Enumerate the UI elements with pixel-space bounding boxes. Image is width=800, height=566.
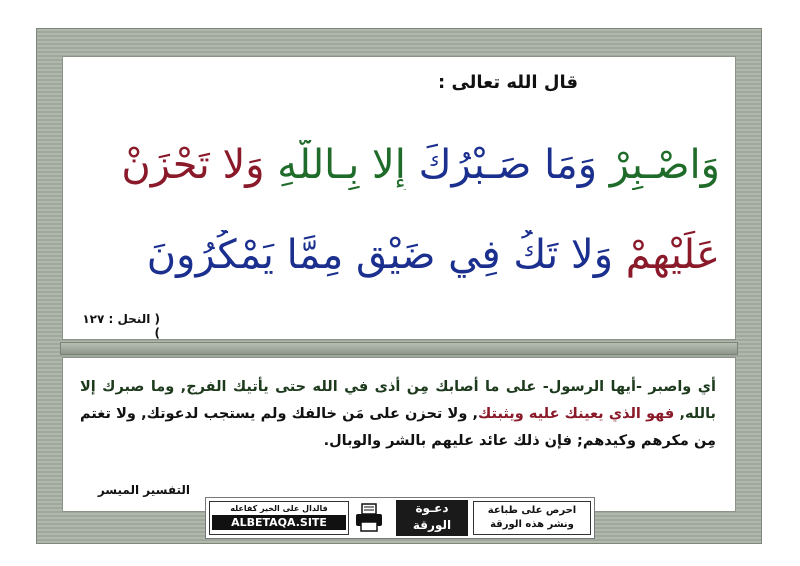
print-note-line: ونشر هذه الورقة [490,519,574,530]
site-link[interactable]: ALBETAQA.SITE [212,515,346,530]
print-note [473,501,591,535]
verse-line-2 [80,230,720,280]
site-box [209,501,349,535]
printer-icon [353,502,385,534]
verse-word: وَاصْـبِرْ [609,142,720,188]
footer-banner [205,497,595,539]
logo-text: دعـوة [415,501,449,515]
verse-word: عَلَيْهِمْ [625,232,720,278]
verse-word: وَمَا صَـبْرُكَ [418,142,610,188]
tafsir-part: , ولا تحزن على مَن خالفك ولم يستجب لدعوتك, ولا تغتم مِن مكرهم وكيدهم; فإن ذلك عائد عليهم بالشر والوبال. [80,406,716,449]
verse-word: وَلا تَحْزَنْ [121,142,278,188]
verse-line-1 [80,140,720,190]
tafsir-source: التفسير الميسر [97,483,190,497]
logo-text: الورقة [412,518,452,532]
tafsir-highlight: فهو الذي يعينك عليه ويثبتك [478,406,675,422]
footer-slogan: فالدال على الخير كفاعله [230,504,328,513]
logo [396,500,468,536]
verse-word: إِلا بِـاللَّهِ [277,142,419,188]
intro-text: قال الله تعالى : [437,72,578,93]
verse-word: وَلا تَكُ فِي ضَيْقٍ مِمَّا يَمْكُرُونَ [146,232,626,278]
panel-divider [60,342,738,355]
print-note-line: احرص على طباعة [487,505,577,516]
tafsir-text [80,374,716,455]
tafsir-part: أي واصبر -أيها الرسول- على ما أصابك مِن أذى في الله حتى يأتيك الفرج, وما صبرك إلا بالله, [80,379,716,422]
verse-reference: ( النحل : ١٢٧ ) [82,312,160,340]
verse-panel [62,56,736,340]
